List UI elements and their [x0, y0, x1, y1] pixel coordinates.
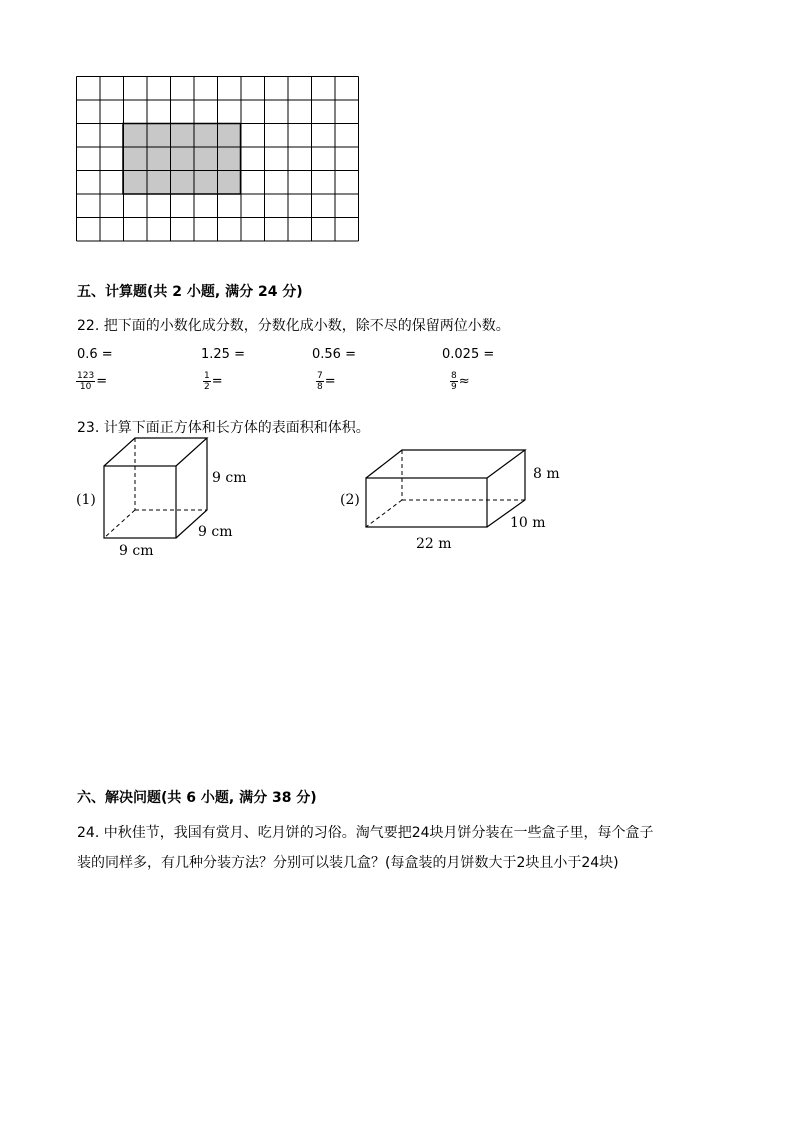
- decimal-item-2: 1.25 =: [201, 347, 245, 362]
- cube-label: (1): [76, 492, 96, 508]
- question-24-line-2: 装的同样多，有几种分装方法？分别可以装几盒？(每盒装的月饼数大于2块且小于24块): [77, 855, 619, 871]
- section-6-heading: 六、解决问题(共 6 小题, 满分 38 分): [77, 790, 317, 806]
- decimal-item-3: 0.56 =: [312, 347, 356, 362]
- denominator: 10: [79, 382, 92, 392]
- question-22-text: 22. 把下面的小数化成分数，分数化成小数，除不尽的保留两位小数。: [77, 318, 510, 334]
- cube-depth-label: 9 cm: [198, 524, 233, 540]
- cube-width-label: 9 cm: [119, 543, 154, 559]
- cuboid-depth-label: 10 m: [510, 515, 546, 531]
- shaded-rectangle: [123, 124, 241, 195]
- operator: =: [96, 374, 108, 389]
- fraction-item-2: [203, 371, 223, 392]
- cube-figure: [70, 432, 270, 562]
- denominator: 2: [204, 382, 210, 392]
- denominator: 8: [317, 382, 323, 392]
- fraction: [316, 371, 324, 392]
- numerator: 7: [317, 371, 323, 381]
- cuboid-label: (2): [340, 492, 360, 508]
- fraction: [203, 371, 211, 392]
- operator: ≈: [458, 374, 470, 389]
- fraction-item-3: [316, 371, 336, 392]
- numerator: 1: [204, 371, 210, 381]
- grid-lines: [77, 77, 359, 242]
- cuboid-length-label: 22 m: [416, 536, 452, 552]
- cuboid-figure: [336, 440, 576, 560]
- cube-height-label: 9 cm: [212, 470, 247, 486]
- fraction-item-1: [76, 371, 107, 392]
- fraction: [76, 371, 95, 392]
- decimal-item-1: 0.6 =: [77, 347, 113, 362]
- denominator: 9: [451, 382, 457, 392]
- question-24-line-1: 24. 中秋佳节，我国有赏月、吃月饼的习俗。淘气要把24块月饼分装在一些盒子里，每个盒子: [77, 825, 654, 841]
- section-5-heading: 五、计算题(共 2 小题, 满分 24 分): [77, 284, 303, 300]
- operator: =: [324, 374, 336, 389]
- numerator: 8: [451, 371, 457, 381]
- operator: =: [211, 374, 223, 389]
- fraction-item-4: [450, 371, 470, 392]
- fraction: [450, 371, 458, 392]
- numerator: 123: [77, 371, 95, 381]
- decimal-item-4: 0.025 =: [442, 347, 495, 362]
- grid-figure: [76, 76, 361, 243]
- cuboid-height-label: 8 m: [533, 466, 560, 482]
- question-23-text: 23. 计算下面正方体和长方体的表面积和体积。: [77, 420, 370, 436]
